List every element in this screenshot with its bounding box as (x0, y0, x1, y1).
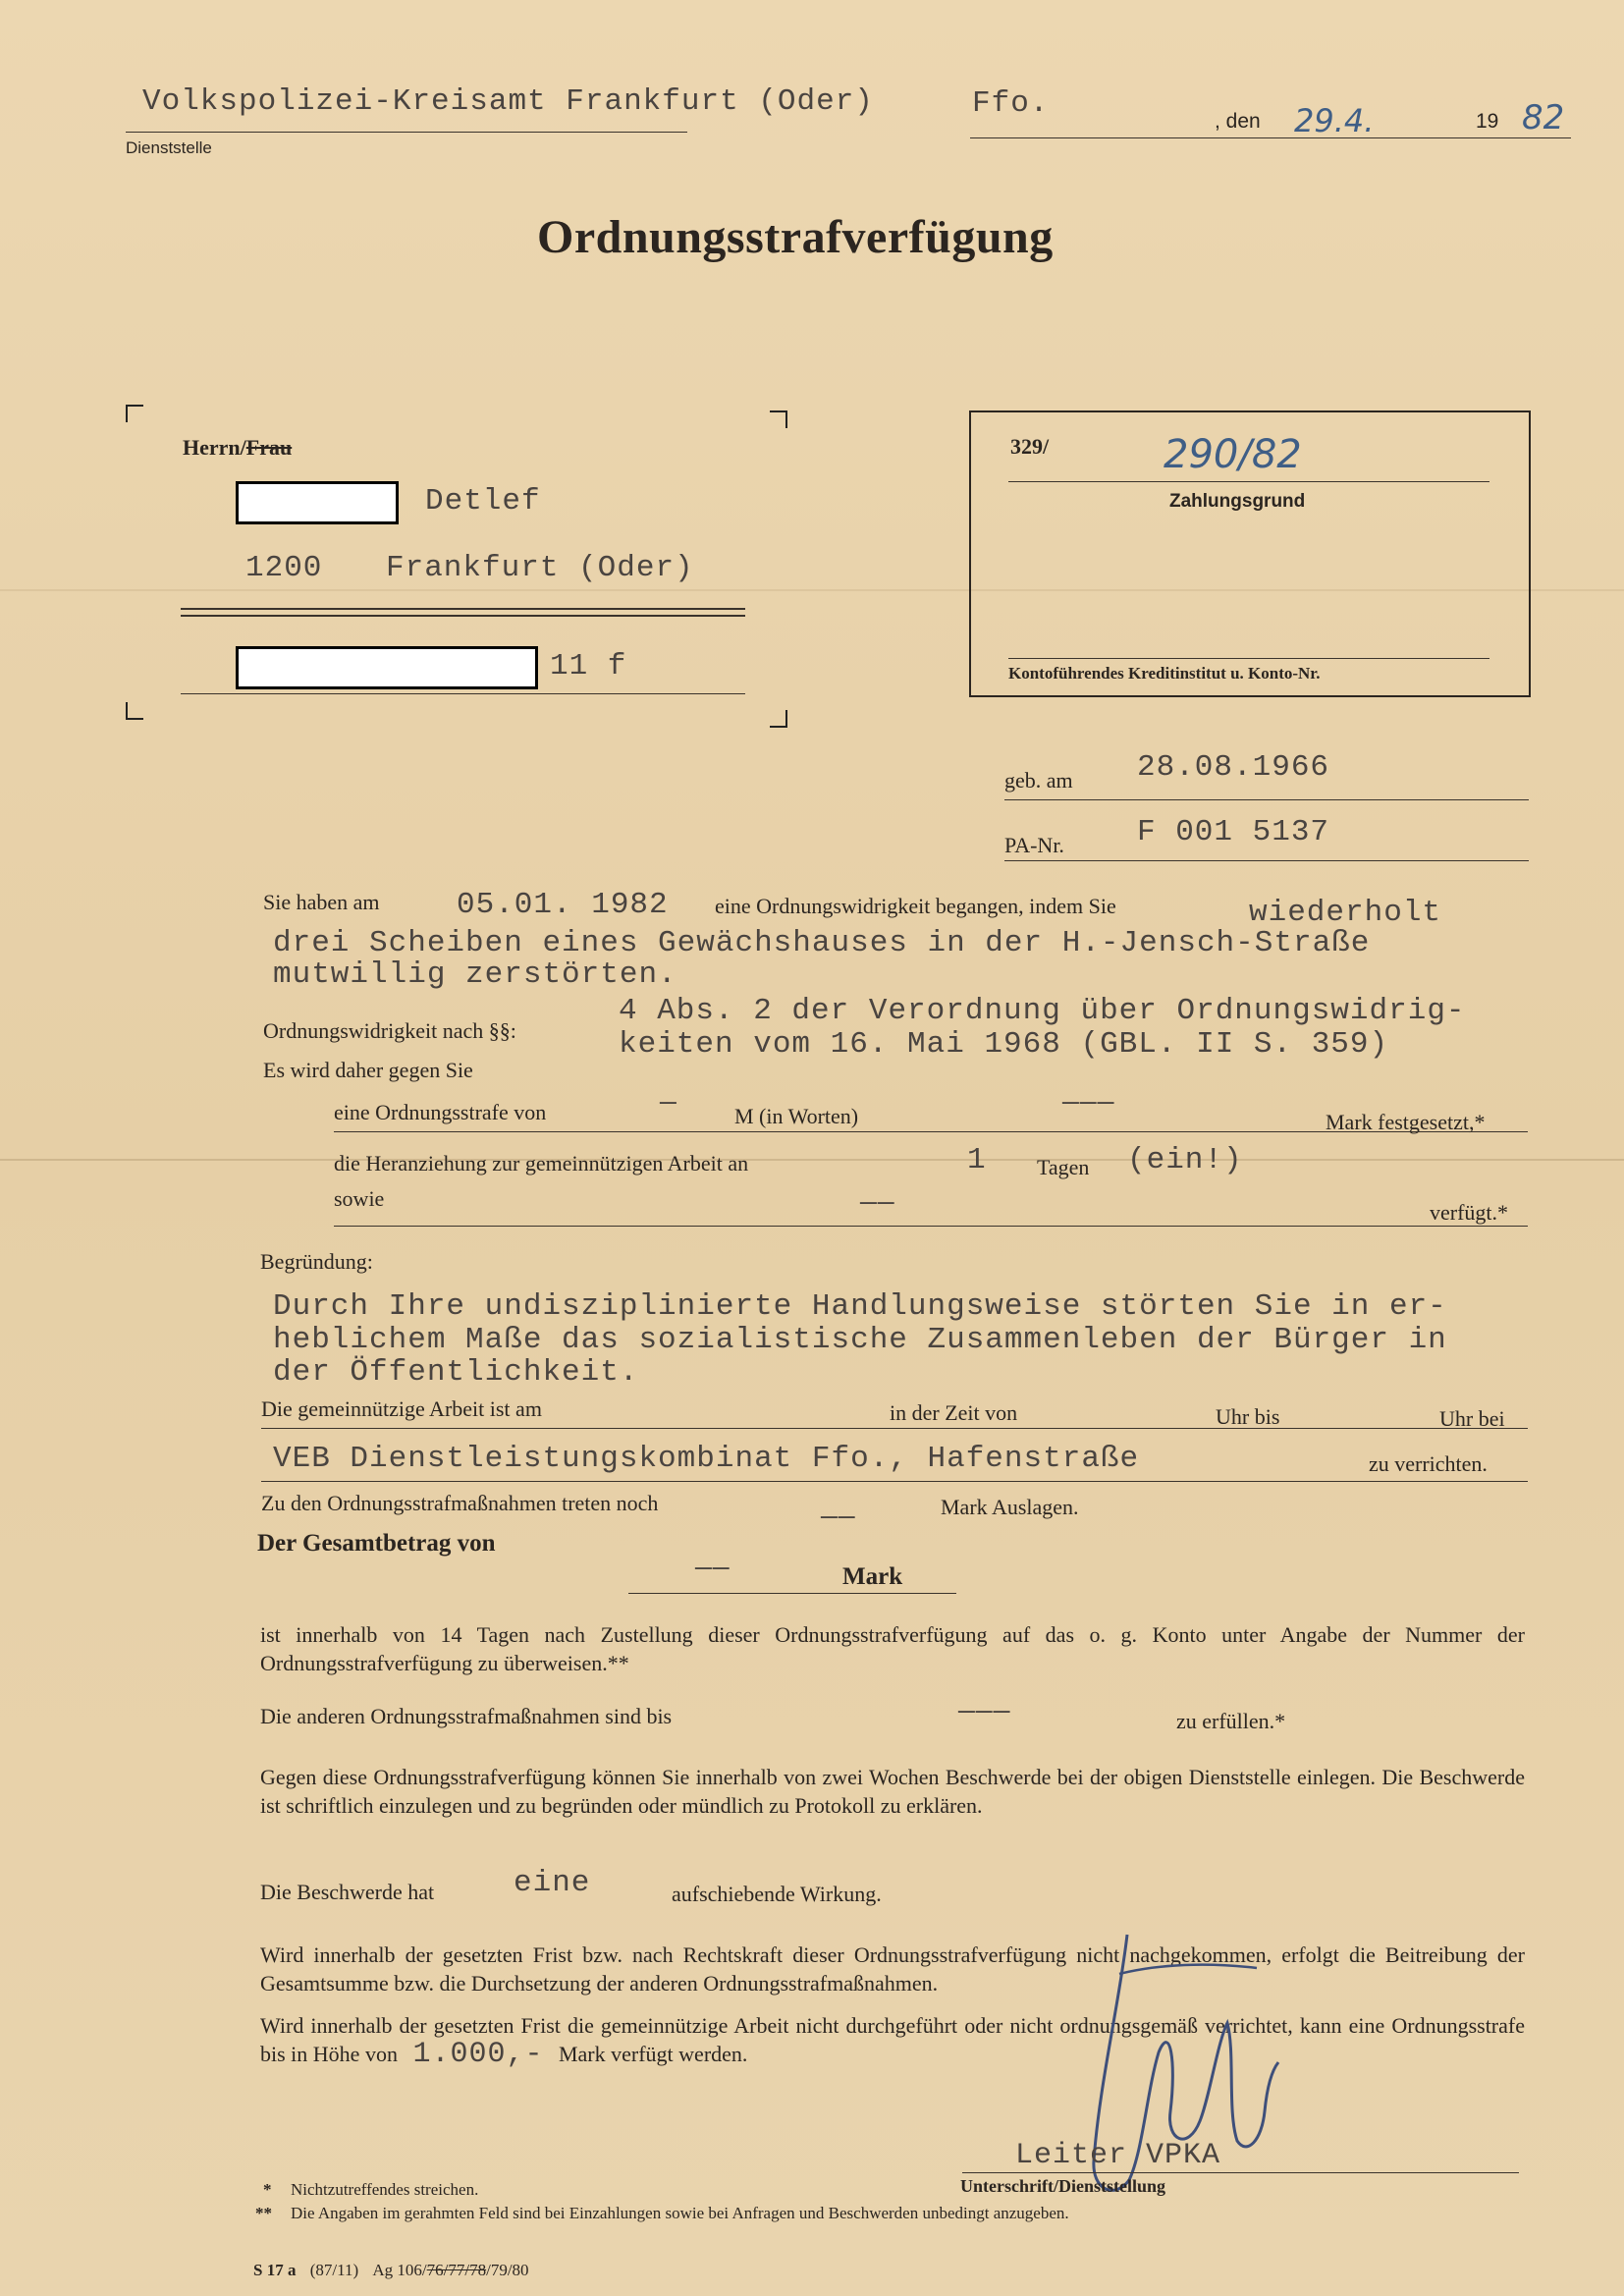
pa-label: PA-Nr. (1004, 833, 1064, 857)
offense-typed-2: drei Scheiben eines Gewächshauses in der H.-Jensch-Straße (273, 926, 1371, 960)
costs-suffix: Mark Auslagen. (941, 1495, 1079, 1519)
enforcement-text-2: Wird innerhalb der gesetzten Frist die gemeinnützige Arbeit nicht durchgeführt oder nicht ordnungsgemäß verrichtet, kann eine Ordnungsstrafe bis in Höhe von 1.000,- Mark verfügt werden. (260, 2013, 1525, 2071)
sowie-value: —— (860, 1188, 895, 1219)
transfer-text: ist innerhalb von 14 Tagen nach Zustellung dieser Ordnungsstrafverfügung auf das o. g. Konto unter Angabe der Nummer der Ordnungsstrafverfügung zu überweisen.** (260, 1622, 1525, 1675)
address-corner (126, 702, 143, 720)
offense-typed-3: mutwillig zerstörten. (273, 957, 677, 992)
pa-number: F 001 5137 (1137, 815, 1330, 849)
verfuegt-label: verfügt.* (1430, 1200, 1509, 1225)
date-prefix: , den (1215, 110, 1261, 133)
law-label: Ordnungswidrigkeit nach §§: (263, 1018, 516, 1043)
work-label: die Heranziehung zur gemeinnützigen Arbeit an (334, 1151, 749, 1175)
payment-number: 290/82 (1164, 432, 1302, 477)
reason-heading: Begründung: (260, 1249, 373, 1274)
footnote-mark-2: ** (255, 2204, 272, 2222)
fine-suffix: Mark festgesetzt,* (1326, 1110, 1486, 1134)
redacted-surname (236, 481, 399, 524)
total-label: Der Gesamtbetrag von (257, 1530, 496, 1557)
reason-label: Zahlungsgrund (1169, 491, 1306, 512)
hence-label: Es wird daher gegen Sie (263, 1058, 473, 1082)
footnote-1: Nichtzutreffendes streichen. (291, 2180, 479, 2199)
appeal-effect-suffix: aufschiebende Wirkung. (672, 1882, 882, 1906)
work-until-label: Uhr bis (1216, 1404, 1280, 1429)
form-code: S 17 a (87/11) Ag 106/76/77/78/79/80 (253, 2261, 529, 2279)
other-label: Die anderen Ordnungsstrafmaßnahmen sind bis (260, 1704, 673, 1728)
work-days: 1 (967, 1143, 987, 1177)
offense-typed-1: wiederholt (1249, 896, 1442, 930)
reason-line-1: Durch Ihre undisziplinierte Handlungsweise störten Sie in er- (273, 1289, 1447, 1324)
fine-value: — (660, 1088, 677, 1119)
house-number: 11 f (550, 649, 627, 683)
signature-typed: Leiter VPKA (1015, 2139, 1221, 2172)
address-corner (126, 405, 143, 422)
office-label: Dienststelle (126, 138, 212, 157)
birth-date: 28.08.1966 (1137, 750, 1330, 785)
offense-date: 05.01. 1982 (457, 888, 669, 922)
office-name: Volkspolizei-Kreisamt Frankfurt (Oder) (142, 84, 874, 119)
other-suffix: zu erfüllen.* (1176, 1709, 1286, 1733)
other-value: ——— (958, 1697, 1011, 1727)
costs-label: Zu den Ordnungsstrafmaßnahmen treten noch (261, 1491, 659, 1515)
postcode: 1200 (245, 551, 323, 585)
reason-line-3: der Öffentlichkeit. (273, 1355, 639, 1390)
first-name: Detlef (425, 484, 541, 519)
city: Frankfurt (Oder) (386, 551, 694, 585)
paper-fold (0, 1159, 1624, 1161)
words-value: ——— (1062, 1088, 1115, 1119)
footnote-2: Die Angaben im gerahmten Feld sind bei Einzahlungen sowie bei Anfragen und Beschwerden unbedingt anzugeben. (291, 2204, 1069, 2222)
address-corner (770, 710, 787, 728)
salutation: Herrn/Frau (183, 435, 293, 460)
appeal-effect-label: Die Beschwerde hat (260, 1880, 435, 1904)
fine-label: eine Ordnungsstrafe von (334, 1100, 547, 1124)
appeal-effect-value: eine (514, 1866, 591, 1900)
work-time-label: in der Zeit von (890, 1400, 1018, 1425)
days-words: (ein!) (1127, 1143, 1243, 1177)
redacted-street (236, 646, 538, 689)
year-prefix: 19 (1476, 110, 1499, 133)
appeal-text: Gegen diese Ordnungsstrafverfügung können Sie innerhalb von zwei Wochen Beschwerde bei der obigen Dienststelle einlegen. Die Beschwerde ist schriftlich einzulegen und zu begründen oder mündlich zu Protokoll zu erklären. (260, 1765, 1525, 1818)
work-date-label: Die gemeinnützige Arbeit ist am (261, 1396, 542, 1421)
payment-box (969, 410, 1531, 697)
place: Ffo. (972, 86, 1050, 121)
address-corner (770, 410, 787, 428)
reason-line-2: heblichem Maße das sozialistische Zusammenleben der Bürger in (273, 1323, 1447, 1357)
costs-value: —— (821, 1503, 856, 1533)
enforcement-text-1: Wird innerhalb der gesetzten Frist bzw. nach Rechtskraft dieser Ordnungsstrafverfügung nicht nachgekommen, erfolgt die Beitreibung der Gesamtsumme bzw. die Durchsetzung der anderen Ordnungsstrafmaßnahmen. (260, 1942, 1525, 1995)
law-line-2: keiten vom 16. Mai 1968 (GBL. II S. 359) (619, 1027, 1389, 1062)
sowie-label: sowie (334, 1186, 385, 1211)
work-do-label: zu verrichten. (1369, 1451, 1488, 1476)
total-unit: Mark (842, 1563, 903, 1590)
payment-prefix: 329/ (1010, 434, 1050, 459)
work-at-label: Uhr bei (1439, 1406, 1505, 1431)
work-place: VEB Dienstleistungskombinat Ffo., Hafenstraße (273, 1442, 1140, 1476)
footnote-mark-1: * (263, 2180, 272, 2199)
date-value: 29.4. (1294, 102, 1375, 139)
total-value: —— (695, 1554, 731, 1584)
birth-label: geb. am (1004, 768, 1073, 793)
enforcement-amount: 1.000,- (412, 2038, 544, 2071)
bank-label: Kontoführendes Kreditinstitut u. Konto-Nr. (1008, 664, 1321, 683)
document-title: Ordnungsstrafverfügung (537, 211, 1054, 263)
signature-label: Unterschrift/Dienststellung (960, 2176, 1165, 2196)
days-label: Tagen (1037, 1155, 1090, 1179)
offense-intro: Sie haben am (263, 890, 380, 914)
year-suffix: 82 (1522, 98, 1565, 137)
offense-middle: eine Ordnungswidrigkeit begangen, indem Sie (715, 894, 1116, 918)
words-label: M (in Worten) (734, 1104, 859, 1128)
law-line-1: 4 Abs. 2 der Verordnung über Ordnungswidrig- (619, 994, 1466, 1028)
